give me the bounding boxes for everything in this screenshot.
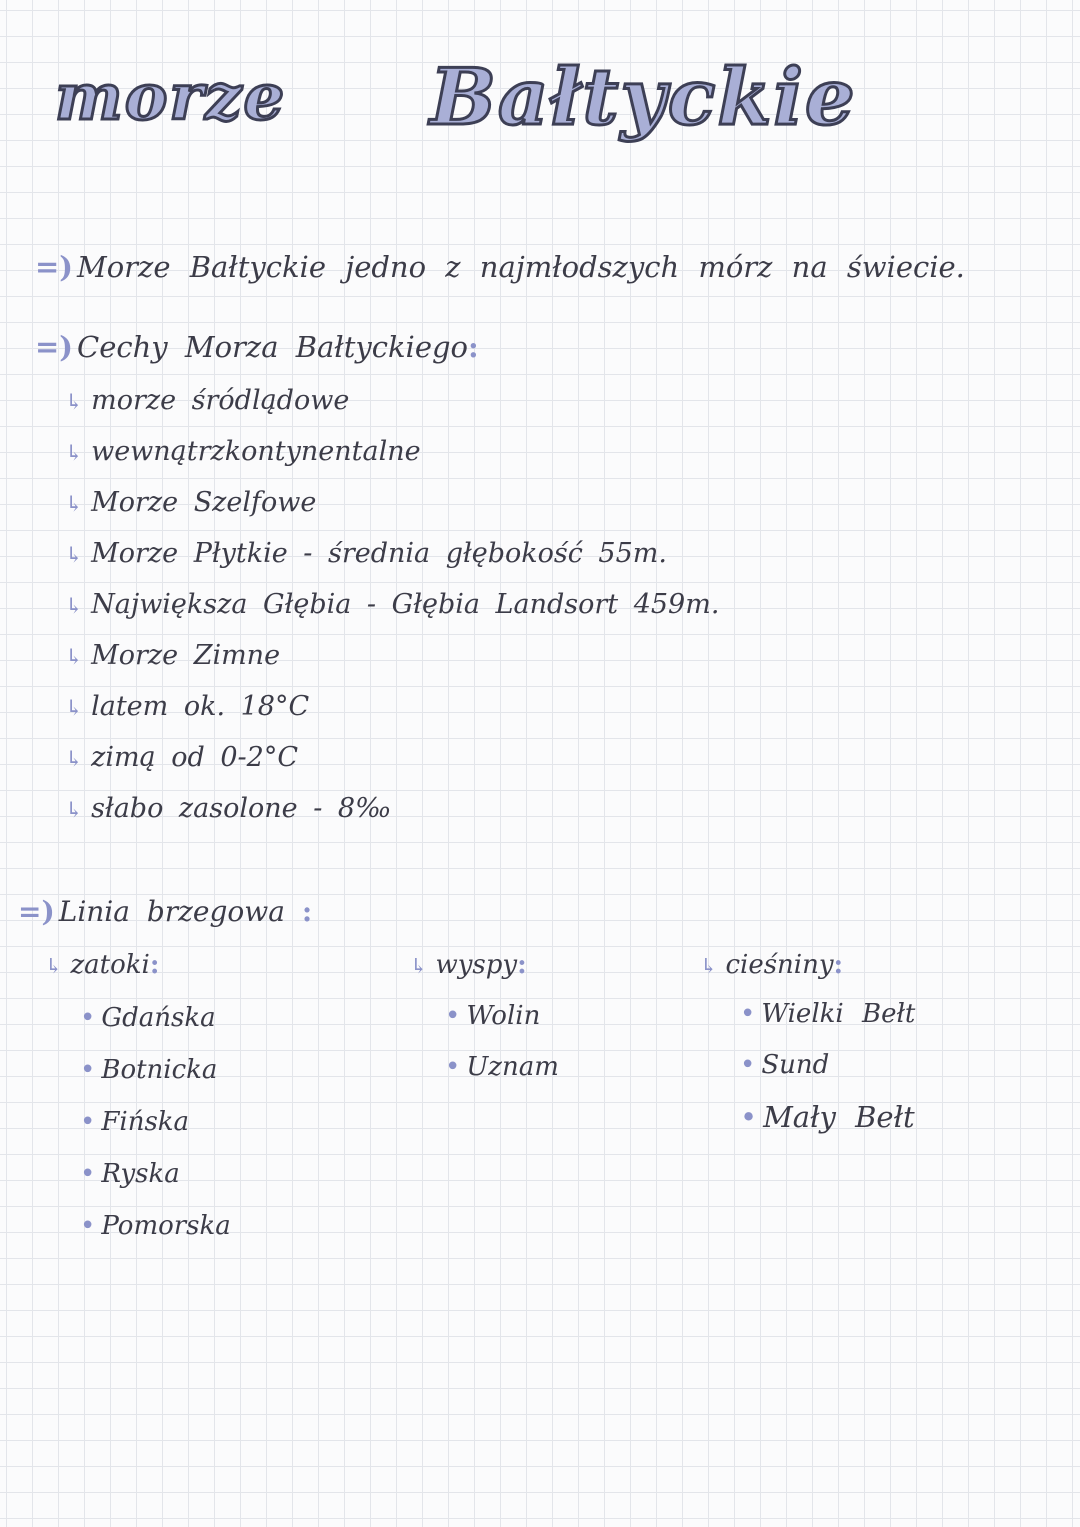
colon-mark: :: [517, 950, 527, 980]
strait-name: Wielki Bełt: [761, 999, 916, 1029]
feature-item: [65, 793, 391, 824]
bullet-icon: •: [80, 1107, 96, 1137]
colon-mark: :: [833, 950, 844, 980]
bullet-icon: •: [80, 1055, 96, 1085]
intro-line: [35, 250, 965, 284]
hook-arrow-icon: ↳: [65, 492, 84, 517]
hook-arrow-icon: ↳: [65, 798, 84, 823]
hook-arrow-icon: ↳: [65, 390, 84, 415]
bay-item: [80, 1211, 231, 1241]
colon-mark: :: [301, 895, 313, 928]
hook-arrow-icon: ↳: [65, 594, 84, 619]
double-arrow-icon: =): [18, 895, 55, 928]
hook-arrow-icon: ↳: [65, 645, 84, 670]
bullet-icon: •: [740, 1050, 756, 1080]
bay-name: Gdańska: [101, 1003, 216, 1033]
island-item: [445, 1052, 559, 1082]
hook-arrow-icon: ↳: [700, 954, 718, 978]
islands-heading: [410, 950, 527, 980]
bullet-icon: •: [445, 1001, 461, 1031]
coastline-heading-text: Linia brzegowa: [58, 895, 285, 928]
features-heading: [35, 330, 479, 364]
colon-mark: :: [468, 330, 479, 364]
strait-name: Sund: [761, 1050, 830, 1080]
bullet-icon: •: [445, 1052, 461, 1082]
colon-mark: :: [149, 950, 160, 980]
bullet-icon: •: [80, 1211, 96, 1241]
bay-item: [80, 1055, 217, 1085]
page-title: [55, 50, 955, 190]
feature-item: [65, 385, 349, 416]
feature-item: [65, 487, 316, 518]
bay-item: [80, 1003, 216, 1033]
hook-arrow-icon: ↳: [65, 696, 84, 721]
feature-text: Morze Zimne: [91, 640, 281, 671]
feature-text: wewnątrzkontynentalne: [91, 436, 421, 467]
feature-item: [65, 691, 309, 722]
feature-text: latem ok. 18°C: [91, 691, 310, 722]
straits-heading-text: cieśniny: [725, 950, 834, 980]
bullet-icon: •: [80, 1159, 96, 1189]
strait-item: [740, 1050, 829, 1080]
feature-item: [65, 538, 667, 569]
hook-arrow-icon: ↳: [65, 747, 84, 772]
feature-text: słabo zasolone - 8‰: [91, 793, 392, 824]
bay-name: Fińska: [101, 1107, 190, 1137]
bay-item: [80, 1107, 189, 1137]
hook-arrow-icon: ↳: [65, 543, 84, 568]
bullet-icon: •: [740, 1100, 758, 1134]
island-item: [445, 1001, 540, 1031]
island-name: Uznam: [466, 1052, 559, 1082]
feature-text: Morze Płytkie - średnia głębokość 55m.: [91, 538, 667, 569]
feature-text: Morze Szelfowe: [91, 487, 317, 518]
strait-item: [740, 1100, 915, 1134]
islands-heading-text: wyspy: [435, 950, 518, 980]
strait-name: Mały Bełt: [763, 1100, 915, 1134]
hook-arrow-icon: ↳: [65, 441, 84, 466]
bay-item: [80, 1159, 180, 1189]
feature-text: zimą od 0-2°C: [91, 742, 298, 773]
feature-item: [65, 640, 280, 671]
feature-item: [65, 742, 298, 773]
bays-heading-text: zatoki: [70, 950, 150, 980]
coastline-heading: [18, 895, 312, 928]
island-name: Wolin: [466, 1001, 541, 1031]
bullet-icon: •: [80, 1003, 96, 1033]
bay-name: Botnicka: [101, 1055, 218, 1085]
feature-item: [65, 436, 421, 467]
title-word-baltyckie: Bałtyckie: [430, 52, 857, 143]
straits-heading: [700, 950, 843, 980]
double-arrow-icon: =): [35, 330, 74, 364]
bay-name: Ryska: [101, 1159, 180, 1189]
hook-arrow-icon: ↳: [45, 954, 63, 978]
features-heading-text: Cechy Morza Bałtyckiego: [77, 330, 469, 364]
double-arrow-icon: =): [35, 250, 74, 284]
bay-name: Pomorska: [101, 1211, 231, 1241]
bays-heading: [45, 950, 159, 980]
title-word-morze: morze: [55, 60, 287, 135]
intro-text: Morze Bałtyckie jedno z najmłodszych mórz na świecie.: [77, 250, 965, 284]
feature-item: [65, 589, 719, 620]
bullet-icon: •: [740, 999, 756, 1029]
feature-text: Największa Głębia - Głębia Landsort 459m.: [91, 589, 720, 620]
strait-item: [740, 999, 915, 1029]
feature-text: morze śródlądowe: [91, 385, 350, 416]
hook-arrow-icon: ↳: [410, 954, 428, 978]
